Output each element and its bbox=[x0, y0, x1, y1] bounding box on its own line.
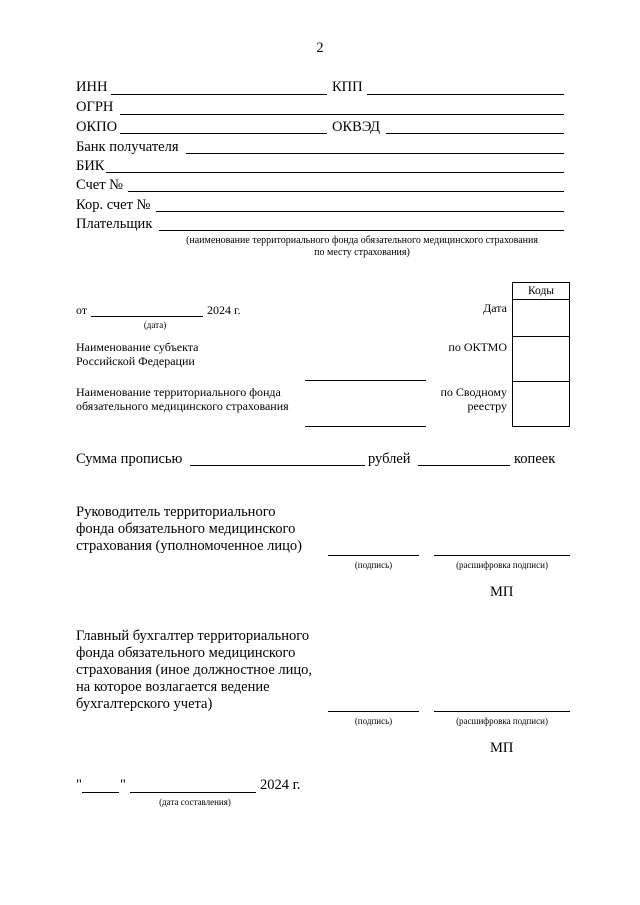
head-signature-hint: (подпись) bbox=[354, 560, 393, 570]
compile-month-field[interactable] bbox=[130, 792, 256, 793]
compile-quote-open: " bbox=[76, 777, 82, 793]
bank-label: Банк получателя bbox=[76, 139, 179, 155]
subject-line2: Российской Федерации bbox=[76, 354, 195, 368]
okved-label: ОКВЭД bbox=[332, 119, 381, 135]
codes-header-cell bbox=[512, 282, 570, 300]
bik-label: БИК bbox=[76, 158, 105, 174]
date-year: 2024 г. bbox=[207, 303, 241, 317]
inn-field[interactable] bbox=[111, 94, 327, 95]
codes-oktmo-label: по ОКТМО bbox=[448, 340, 507, 354]
head-decoding-hint: (расшифровка подписи) bbox=[456, 560, 548, 570]
date-field[interactable] bbox=[91, 316, 203, 317]
accountant-title bbox=[76, 628, 312, 713]
okpo-label: ОКПО bbox=[76, 119, 118, 135]
head-title bbox=[76, 504, 302, 555]
ogrn-label: ОГРН bbox=[76, 99, 114, 115]
accountant-line1: Главный бухгалтер территориального bbox=[76, 628, 310, 644]
head-line2: фонда обязательного медицинского bbox=[76, 521, 296, 537]
sum-label: Сумма прописью bbox=[76, 451, 183, 467]
date-hint: (дата) bbox=[143, 320, 167, 330]
sum-kopecks-label: копеек bbox=[514, 451, 556, 467]
kpp-field[interactable] bbox=[367, 94, 564, 95]
bik-field[interactable] bbox=[106, 172, 564, 173]
payer-hint-line1: (наименование территориального фонда обязательного медицинского страхования bbox=[186, 235, 538, 246]
compile-year: 2024 г. bbox=[260, 777, 301, 793]
ogrn-field[interactable] bbox=[120, 114, 564, 115]
codes-oktmo-cell[interactable] bbox=[512, 336, 570, 382]
fund-name-field-bottom[interactable] bbox=[305, 426, 426, 427]
codes-registry-line2: реестру bbox=[467, 399, 507, 413]
payer-hint-line2: по месту страхования) bbox=[314, 247, 410, 258]
inn-label: ИНН bbox=[76, 79, 108, 95]
subject-label bbox=[76, 340, 199, 368]
account-field[interactable] bbox=[128, 191, 564, 192]
compile-date-hint: (дата составления) bbox=[159, 797, 231, 807]
fund-line2: обязательного медицинского страхования bbox=[76, 399, 289, 413]
account-label: Счет № bbox=[76, 177, 124, 193]
sum-rubles-label: рублей bbox=[368, 451, 411, 467]
corr-account-label: Кор. счет № bbox=[76, 197, 151, 213]
codes-registry-label bbox=[420, 385, 507, 413]
accountant-line3: страхования (иное должностное лицо, bbox=[76, 662, 313, 678]
compile-quote-close: " bbox=[120, 777, 126, 793]
date-prefix: от bbox=[76, 303, 88, 317]
head-line3: страхования (уполномоченное лицо) bbox=[76, 538, 302, 554]
codes-header: Коды bbox=[527, 285, 555, 297]
okved-field[interactable] bbox=[386, 133, 564, 134]
accountant-line4: на которое возлагается ведение bbox=[76, 679, 270, 695]
codes-registry-cell[interactable] bbox=[512, 381, 570, 427]
page-number: 2 bbox=[316, 40, 324, 56]
kpp-label: КПП bbox=[332, 79, 363, 95]
sum-rubles-field[interactable] bbox=[190, 465, 365, 466]
bank-field[interactable] bbox=[186, 153, 564, 154]
head-line1: Руководитель территориального bbox=[76, 504, 276, 520]
accountant-signature-field[interactable] bbox=[328, 711, 419, 712]
accountant-line5: бухгалтерского учета) bbox=[76, 696, 213, 712]
fund-name-field-top[interactable] bbox=[305, 380, 426, 381]
head-decoding-field[interactable] bbox=[434, 555, 570, 556]
okpo-field[interactable] bbox=[120, 133, 327, 134]
payer-label: Плательщик bbox=[76, 216, 153, 232]
codes-date-cell[interactable] bbox=[512, 299, 570, 337]
subject-line1: Наименование субъекта bbox=[76, 340, 199, 354]
sum-kopecks-field[interactable] bbox=[418, 465, 510, 466]
codes-registry-line1: по Сводному bbox=[440, 385, 507, 399]
accountant-decoding-field[interactable] bbox=[434, 711, 570, 712]
accountant-stamp: МП bbox=[490, 740, 514, 756]
corr-account-field[interactable] bbox=[156, 211, 564, 212]
compile-day-field[interactable] bbox=[82, 792, 119, 793]
accountant-signature-hint: (подпись) bbox=[354, 716, 393, 726]
fund-label bbox=[76, 385, 289, 413]
fund-line1: Наименование территориального фонда bbox=[76, 385, 281, 399]
accountant-line2: фонда обязательного медицинского bbox=[76, 645, 296, 661]
payer-hint bbox=[160, 235, 564, 259]
head-signature-field[interactable] bbox=[328, 555, 419, 556]
head-stamp: МП bbox=[490, 584, 514, 600]
accountant-decoding-hint: (расшифровка подписи) bbox=[456, 716, 548, 726]
payer-field[interactable] bbox=[159, 230, 564, 231]
codes-date-label: Дата bbox=[483, 301, 507, 315]
